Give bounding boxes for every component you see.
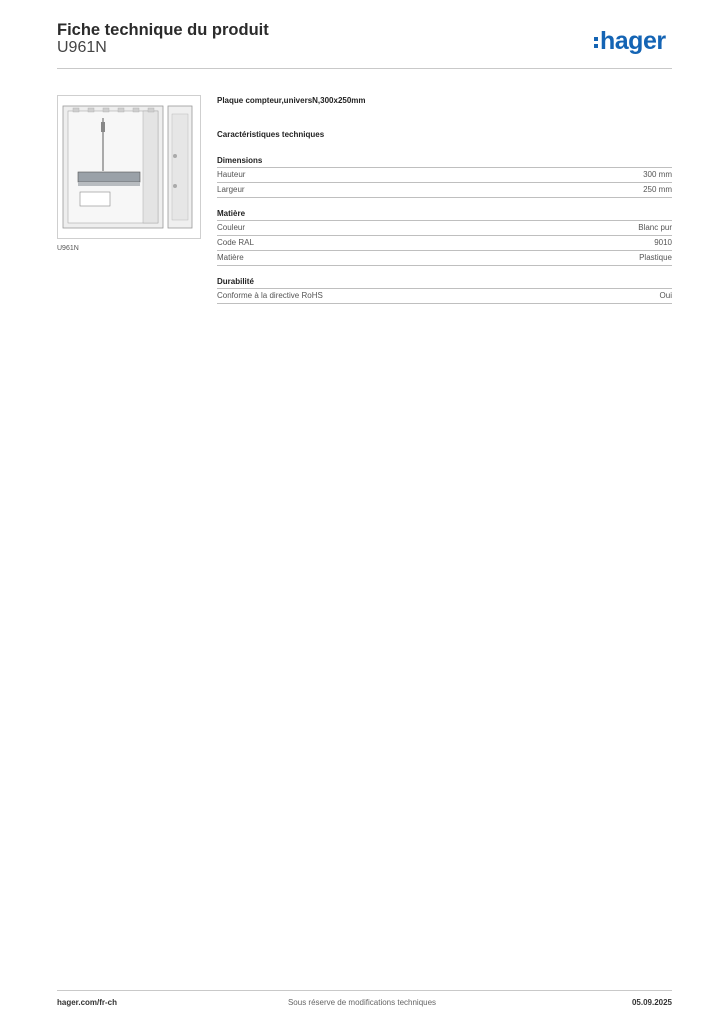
row-value: 250 mm — [643, 185, 672, 194]
table-row — [217, 251, 672, 266]
table-row — [217, 183, 672, 198]
table-row — [217, 236, 672, 251]
logo-dots-icon — [594, 37, 598, 48]
group-dimensions — [217, 155, 672, 198]
row-label: Couleur — [217, 223, 246, 232]
product-image — [57, 95, 201, 239]
product-name: Plaque compteur,universN,300x250mm — [217, 96, 366, 105]
group-sustainability — [217, 276, 672, 304]
product-reference: U961N — [57, 39, 107, 56]
row-value: 9010 — [654, 238, 672, 247]
image-caption: U961N — [57, 245, 79, 252]
group-material — [217, 208, 672, 266]
row-label: Code RAL — [217, 238, 254, 247]
hager-logo[interactable] — [594, 26, 666, 56]
group-title: Matière — [217, 208, 672, 221]
distribution-cabinet-image — [58, 96, 200, 238]
row-label: Matière — [217, 253, 244, 262]
table-row — [217, 221, 672, 236]
row-value: Blanc pur — [638, 223, 672, 232]
row-label: Hauteur — [217, 170, 246, 179]
section-title: Caractéristiques techniques — [217, 130, 325, 139]
row-label: Largeur — [217, 185, 245, 194]
page-title: Fiche technique du produit — [57, 21, 269, 39]
header-divider — [57, 68, 672, 69]
row-value: 300 mm — [643, 170, 672, 179]
footer-date: 05.09.2025 — [631, 998, 672, 1007]
footer-website-link[interactable]: hager.com/fr-ch — [57, 998, 118, 1007]
row-value: Oui — [659, 291, 672, 300]
table-row — [217, 289, 672, 304]
group-title: Dimensions — [217, 155, 672, 168]
logo-text: hager — [600, 27, 666, 55]
group-title: Durabilité — [217, 276, 672, 289]
table-row — [217, 168, 672, 183]
row-label: Conforme à la directive RoHS — [217, 291, 323, 300]
row-value: Plastique — [639, 253, 672, 262]
footer-notice: Sous réserve de modifications techniques — [287, 998, 437, 1007]
footer-divider — [57, 990, 672, 991]
